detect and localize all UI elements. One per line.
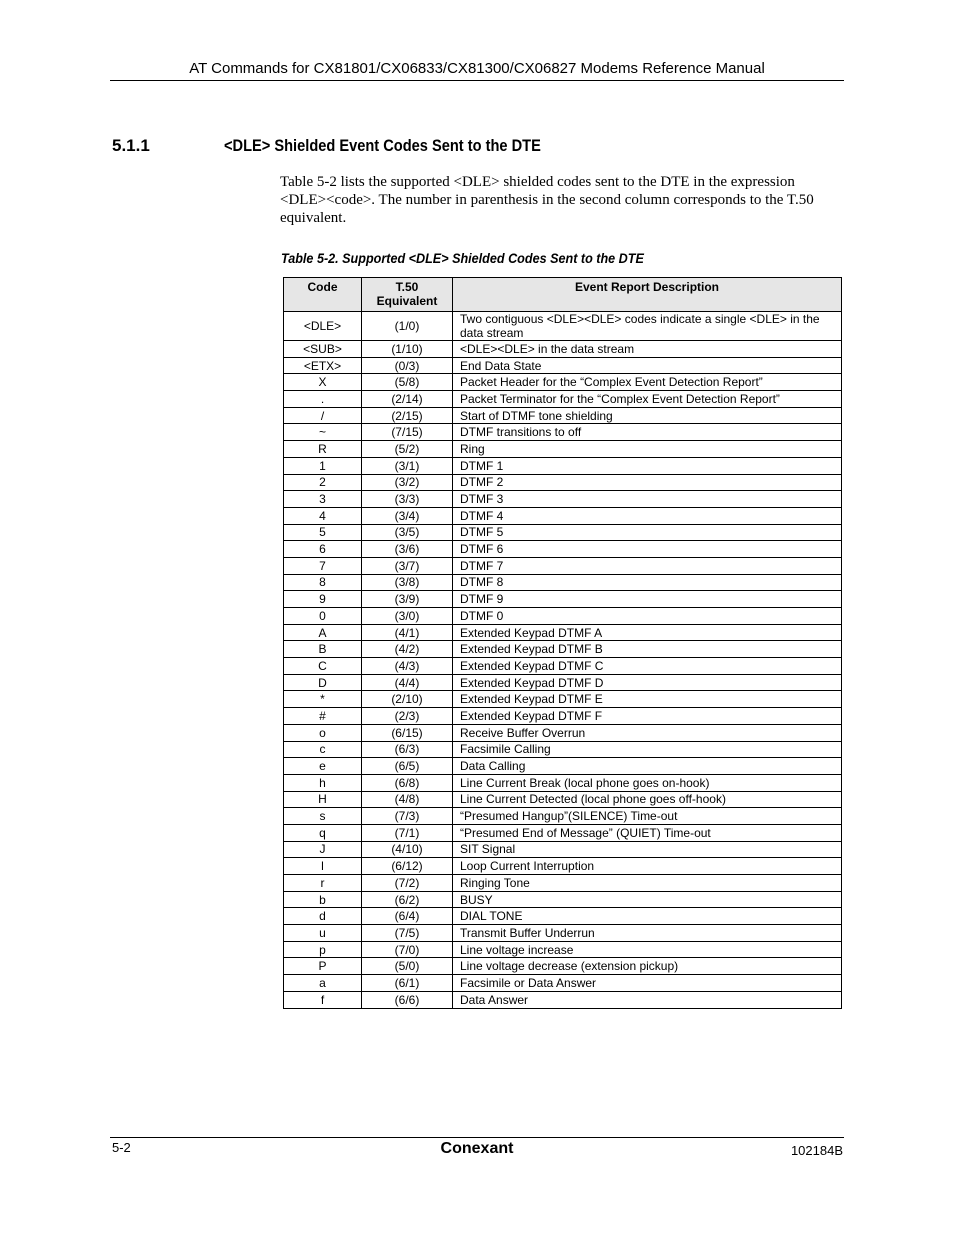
- description-cell: Facsimile Calling: [453, 741, 842, 758]
- table-caption: Table 5-2. Supported <DLE> Shielded Codes Sent to the DTE: [281, 250, 644, 266]
- header-code: Code: [284, 278, 362, 312]
- code-cell: r: [284, 875, 362, 892]
- t50-cell: (7/3): [362, 808, 453, 825]
- description-cell: DTMF 5: [453, 524, 842, 541]
- t50-cell: (6/5): [362, 758, 453, 775]
- code-cell: b: [284, 891, 362, 908]
- t50-cell: (4/10): [362, 841, 453, 858]
- t50-cell: (7/5): [362, 925, 453, 942]
- t50-cell: (3/4): [362, 507, 453, 524]
- code-cell: <DLE>: [284, 312, 362, 341]
- description-cell: Extended Keypad DTMF E: [453, 691, 842, 708]
- table-row: [284, 724, 842, 741]
- table-header-row: [284, 278, 842, 312]
- description-cell: DTMF 0: [453, 608, 842, 625]
- code-cell: P: [284, 958, 362, 975]
- code-cell: <ETX>: [284, 357, 362, 374]
- table-row: [284, 858, 842, 875]
- description-cell: DTMF transitions to off: [453, 424, 842, 441]
- code-cell: s: [284, 808, 362, 825]
- code-cell: a: [284, 975, 362, 992]
- description-cell: Ringing Tone: [453, 875, 842, 892]
- description-cell: Receive Buffer Overrun: [453, 724, 842, 741]
- description-cell: Ring: [453, 441, 842, 458]
- header-t50-line2: Equivalent: [376, 294, 438, 308]
- code-cell: l: [284, 858, 362, 875]
- table-row: [284, 891, 842, 908]
- footer-rule: [110, 1137, 844, 1138]
- t50-cell: (2/15): [362, 407, 453, 424]
- code-cell: 9: [284, 591, 362, 608]
- code-cell: c: [284, 741, 362, 758]
- code-cell: ~: [284, 424, 362, 441]
- table-row: [284, 641, 842, 658]
- t50-cell: (7/0): [362, 941, 453, 958]
- t50-cell: (3/8): [362, 574, 453, 591]
- table-row: [284, 708, 842, 725]
- table-row: [284, 674, 842, 691]
- t50-cell: (7/1): [362, 824, 453, 841]
- description-cell: Line voltage decrease (extension pickup): [453, 958, 842, 975]
- description-cell: Extended Keypad DTMF C: [453, 658, 842, 675]
- table-row: [284, 658, 842, 675]
- description-cell: Extended Keypad DTMF A: [453, 624, 842, 641]
- t50-cell: (5/0): [362, 958, 453, 975]
- t50-cell: (6/4): [362, 908, 453, 925]
- table-row: [284, 791, 842, 808]
- code-cell: d: [284, 908, 362, 925]
- t50-cell: (2/14): [362, 391, 453, 408]
- header-t50-line1: T.50: [395, 280, 419, 294]
- t50-cell: (6/6): [362, 991, 453, 1008]
- description-cell: Line Current Detected (local phone goes off-hook): [453, 791, 842, 808]
- code-cell: <SUB>: [284, 341, 362, 358]
- t50-cell: (2/10): [362, 691, 453, 708]
- table-row: [284, 424, 842, 441]
- t50-cell: (4/3): [362, 658, 453, 675]
- description-cell: DIAL TONE: [453, 908, 842, 925]
- description-cell: DTMF 9: [453, 591, 842, 608]
- table-row: [284, 374, 842, 391]
- description-cell: Transmit Buffer Underrun: [453, 925, 842, 942]
- code-cell: f: [284, 991, 362, 1008]
- t50-cell: (4/2): [362, 641, 453, 658]
- description-cell: Packet Terminator for the “Complex Event Detection Report”: [453, 391, 842, 408]
- t50-cell: (3/1): [362, 457, 453, 474]
- description-cell: Facsimile or Data Answer: [453, 975, 842, 992]
- table-row: [284, 357, 842, 374]
- table-row: [284, 875, 842, 892]
- table-row: [284, 608, 842, 625]
- table-row: [284, 808, 842, 825]
- header-t50: [362, 278, 453, 312]
- code-cell: H: [284, 791, 362, 808]
- t50-cell: (1/0): [362, 312, 453, 341]
- table-row: [284, 341, 842, 358]
- t50-cell: (2/3): [362, 708, 453, 725]
- table-row: [284, 624, 842, 641]
- table-row: [284, 691, 842, 708]
- description-cell: Packet Header for the “Complex Event Detection Report”: [453, 374, 842, 391]
- table-row: [284, 441, 842, 458]
- t50-cell: (3/9): [362, 591, 453, 608]
- t50-cell: (5/2): [362, 441, 453, 458]
- table-row: [284, 824, 842, 841]
- table-row: [284, 741, 842, 758]
- t50-cell: (6/12): [362, 858, 453, 875]
- code-cell: X: [284, 374, 362, 391]
- t50-cell: (4/4): [362, 674, 453, 691]
- code-cell: B: [284, 641, 362, 658]
- table-row: [284, 774, 842, 791]
- t50-cell: (1/10): [362, 341, 453, 358]
- t50-cell: (6/3): [362, 741, 453, 758]
- document-number: 102184B: [790, 1143, 843, 1158]
- section-number: 5.1.1: [112, 136, 150, 155]
- code-cell: e: [284, 758, 362, 775]
- description-cell: End Data State: [453, 357, 842, 374]
- description-cell: Two contiguous <DLE><DLE> codes indicate a single <DLE> in the data stream: [453, 312, 842, 341]
- table-row: [284, 975, 842, 992]
- description-cell: Extended Keypad DTMF D: [453, 674, 842, 691]
- t50-cell: (0/3): [362, 357, 453, 374]
- table-row: [284, 507, 842, 524]
- header-description: Event Report Description: [453, 278, 842, 312]
- code-cell: q: [284, 824, 362, 841]
- table-row: [284, 958, 842, 975]
- description-cell: DTMF 4: [453, 507, 842, 524]
- code-cell: 0: [284, 608, 362, 625]
- description-cell: DTMF 8: [453, 574, 842, 591]
- description-cell: Data Answer: [453, 991, 842, 1008]
- description-cell: “Presumed End of Message” (QUIET) Time-out: [453, 824, 842, 841]
- code-cell: A: [284, 624, 362, 641]
- description-cell: Start of DTMF tone shielding: [453, 407, 842, 424]
- code-cell: 5: [284, 524, 362, 541]
- shielded-codes-table: [283, 277, 842, 1009]
- description-cell: DTMF 2: [453, 474, 842, 491]
- description-cell: Extended Keypad DTMF B: [453, 641, 842, 658]
- running-header: AT Commands for CX81801/CX06833/CX81300/CX06827 Modems Reference Manual: [189, 60, 765, 77]
- code-cell: 2: [284, 474, 362, 491]
- table-row: [284, 591, 842, 608]
- table-row: [284, 312, 842, 341]
- t50-cell: (6/1): [362, 975, 453, 992]
- table-row: [284, 391, 842, 408]
- code-cell: .: [284, 391, 362, 408]
- t50-cell: (3/3): [362, 491, 453, 508]
- table-row: [284, 541, 842, 558]
- table-row: [284, 474, 842, 491]
- page-number: 5-2: [112, 1140, 131, 1155]
- code-cell: J: [284, 841, 362, 858]
- description-cell: DTMF 3: [453, 491, 842, 508]
- description-cell: DTMF 1: [453, 457, 842, 474]
- t50-cell: (6/15): [362, 724, 453, 741]
- table-row: [284, 925, 842, 942]
- table-row: [284, 758, 842, 775]
- table-row: [284, 491, 842, 508]
- description-cell: Extended Keypad DTMF F: [453, 708, 842, 725]
- table-body: [284, 312, 842, 1009]
- code-cell: 4: [284, 507, 362, 524]
- t50-cell: (3/2): [362, 474, 453, 491]
- t50-cell: (7/15): [362, 424, 453, 441]
- company-name: Conexant: [440, 1140, 514, 1157]
- table-row: [284, 457, 842, 474]
- table-row: [284, 407, 842, 424]
- code-cell: 7: [284, 557, 362, 574]
- t50-cell: (3/6): [362, 541, 453, 558]
- description-cell: BUSY: [453, 891, 842, 908]
- description-cell: DTMF 7: [453, 557, 842, 574]
- code-cell: 8: [284, 574, 362, 591]
- table-row: [284, 941, 842, 958]
- description-cell: <DLE><DLE> in the data stream: [453, 341, 842, 358]
- t50-cell: (3/0): [362, 608, 453, 625]
- table-row: [284, 908, 842, 925]
- description-cell: DTMF 6: [453, 541, 842, 558]
- table-row: [284, 574, 842, 591]
- table-row: [284, 524, 842, 541]
- code-cell: u: [284, 925, 362, 942]
- t50-cell: (4/8): [362, 791, 453, 808]
- code-cell: D: [284, 674, 362, 691]
- code-cell: p: [284, 941, 362, 958]
- description-cell: “Presumed Hangup”(SILENCE) Time-out: [453, 808, 842, 825]
- t50-cell: (3/5): [362, 524, 453, 541]
- description-cell: Loop Current Interruption: [453, 858, 842, 875]
- code-cell: /: [284, 407, 362, 424]
- description-cell: SIT Signal: [453, 841, 842, 858]
- code-cell: 6: [284, 541, 362, 558]
- code-cell: 3: [284, 491, 362, 508]
- code-cell: *: [284, 691, 362, 708]
- code-cell: #: [284, 708, 362, 725]
- table-row: [284, 991, 842, 1008]
- description-cell: Data Calling: [453, 758, 842, 775]
- code-cell: h: [284, 774, 362, 791]
- header-rule: [110, 80, 844, 81]
- t50-cell: (4/1): [362, 624, 453, 641]
- description-cell: Line voltage increase: [453, 941, 842, 958]
- t50-cell: (5/8): [362, 374, 453, 391]
- t50-cell: (6/2): [362, 891, 453, 908]
- description-cell: Line Current Break (local phone goes on-hook): [453, 774, 842, 791]
- code-cell: 1: [284, 457, 362, 474]
- intro-paragraph: Table 5-2 lists the supported <DLE> shielded codes sent to the DTE in the expression <DLE><code>. The number in parenthesis in the second column corresponds to the T.50 equivalent.: [280, 174, 814, 226]
- code-cell: C: [284, 658, 362, 675]
- section-title: <DLE> Shielded Event Codes Sent to the DTE: [224, 136, 541, 155]
- table-row: [284, 841, 842, 858]
- code-cell: R: [284, 441, 362, 458]
- code-cell: o: [284, 724, 362, 741]
- t50-cell: (7/2): [362, 875, 453, 892]
- t50-cell: (3/7): [362, 557, 453, 574]
- table-row: [284, 557, 842, 574]
- t50-cell: (6/8): [362, 774, 453, 791]
